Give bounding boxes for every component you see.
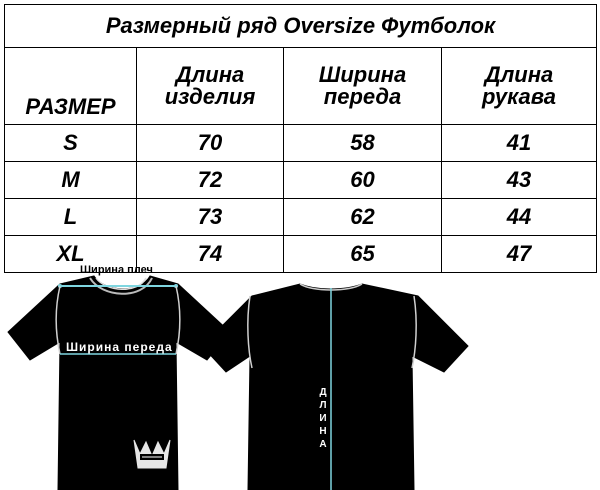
table-row (5, 125, 597, 162)
cell-sleeve-length: 47 (442, 236, 597, 273)
cell-sleeve-length: 41 (442, 125, 597, 162)
size-table (4, 4, 597, 273)
table-row (5, 199, 597, 236)
cell-front-width: 60 (284, 162, 442, 199)
cell-size: L (5, 199, 137, 236)
length-label: ДЛИНА (319, 387, 327, 450)
shoulder-width-label: Ширина плеч (80, 264, 153, 276)
table-title: Размерный ряд Oversize Футболок (5, 5, 597, 48)
cell-front-width: 62 (284, 199, 442, 236)
header-length: Длина изделия (137, 48, 284, 125)
header-front-width: Ширина переда (284, 48, 442, 125)
table-row (5, 162, 597, 199)
cell-length: 74 (137, 236, 284, 273)
cell-front-width: 65 (284, 236, 442, 273)
cell-size: S (5, 125, 137, 162)
cell-sleeve-length: 43 (442, 162, 597, 199)
header-row (5, 48, 597, 125)
cell-length: 70 (137, 125, 284, 162)
tshirt-back-icon (202, 284, 468, 490)
tshirt-diagram (0, 262, 600, 490)
cell-length: 73 (137, 199, 284, 236)
cell-front-width: 58 (284, 125, 442, 162)
cell-size: XL (5, 236, 137, 273)
cell-length: 72 (137, 162, 284, 199)
front-width-label: Ширина переда (66, 340, 173, 354)
header-sleeve-length: Длина рукава (442, 48, 597, 125)
cell-sleeve-length: 44 (442, 199, 597, 236)
header-size: РАЗМЕР (5, 48, 137, 125)
tshirt-illustration (0, 262, 600, 490)
cell-size: M (5, 162, 137, 199)
tshirt-front-icon (8, 276, 230, 490)
